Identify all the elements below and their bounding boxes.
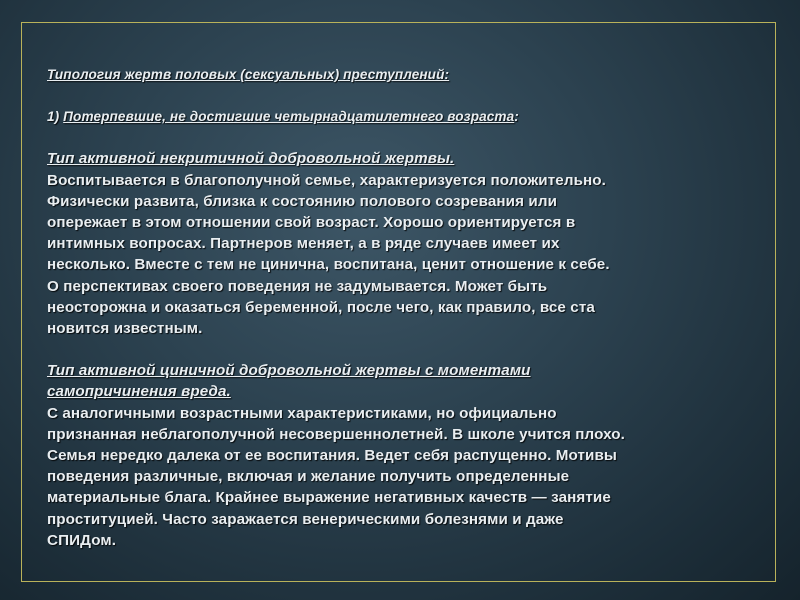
section2-line: материальные блага. Крайнее выражение негативных качеств — занятие xyxy=(47,489,611,507)
section2-heading: самопричинения вреда. xyxy=(47,383,231,401)
section1-line: интимных вопросах. Партнеров меняет, а в ряде случаев имеет их xyxy=(47,235,560,253)
section2-line: проституцией. Часто заражается венерическими болезнями и даже xyxy=(47,510,564,528)
section1-line: несколько. Вместе с тем не цинична, воспитана, ценит отношение к себе. xyxy=(47,256,610,274)
section2-heading: Тип активной циничной добровольной жертвы с моментами xyxy=(47,362,531,380)
section2-line: СПИДом. xyxy=(47,531,117,549)
section1-heading: Тип активной некритичной добровольной жертвы. xyxy=(47,150,455,168)
section2-line: признанная неблагополучной несовершеннолетней. В школе учится плохо. xyxy=(47,425,625,443)
slide-content xyxy=(47,64,747,551)
section1-line: новится известным. xyxy=(47,320,203,338)
section2-line: поведения различные, включая и желание получить определенные xyxy=(47,468,570,486)
section2-line: Семья нередко далека от ее воспитания. Ведет себя распущенно. Мотивы xyxy=(47,447,617,465)
section2-line: С аналогичными возрастными характеристиками, но официально xyxy=(47,404,557,422)
category-suffix: : xyxy=(514,109,519,125)
section1-line: неосторожна и оказаться беременной, после чего, как правило, все ста xyxy=(47,298,595,316)
category-text: Потерпевшие, не достигшие четырнадцатилетнего возраста xyxy=(63,109,515,125)
section1-line: опережает в этом отношении свой возраст. Хорошо ориентируется в xyxy=(47,214,576,232)
spacer xyxy=(47,339,747,360)
category-heading xyxy=(47,106,747,127)
spacer xyxy=(47,85,747,106)
section1-line: Воспитывается в благополучной семье, характеризуется положительно. xyxy=(47,171,606,189)
spacer xyxy=(47,127,747,148)
slide-title: Типология жертв половых (сексуальных) преступлений: xyxy=(47,67,450,82)
section1-line: Физически развита, близка к состоянию полового созревания или xyxy=(47,192,557,210)
category-number: 1) xyxy=(47,109,64,125)
section1-line: О перспективах своего поведения не задумывается. Может быть xyxy=(47,277,548,295)
